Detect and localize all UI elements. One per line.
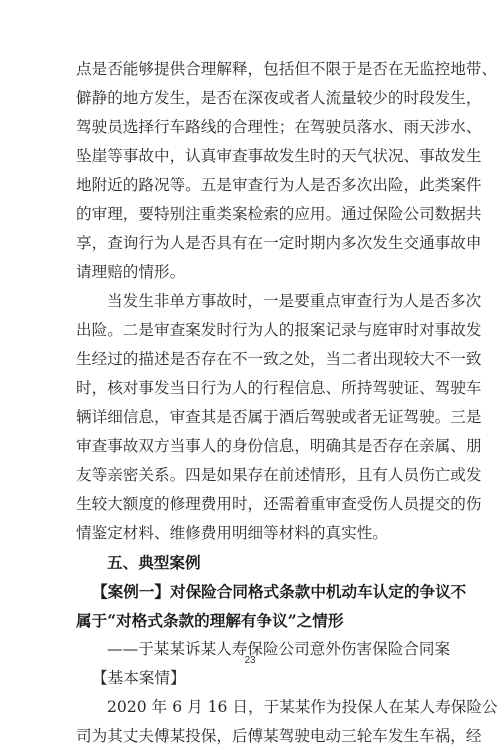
case-subtitle: ——于某某诉某人寿保险公司意外伤害保险合同案 bbox=[107, 640, 451, 658]
body-line: 出险。二是审查案发时行为人的报案记录与庭审时对事故发 bbox=[76, 321, 482, 339]
body-line: 情鉴定材料、维修费用明细等材料的真实性。 bbox=[76, 524, 388, 542]
body-line: 生较大额度的修理费用时，还需着重审查受伤人员提交的伤 bbox=[76, 495, 482, 513]
body-line: 地附近的路况等。五是审查行为人是否多次出险，此类案件 bbox=[76, 176, 482, 194]
body-line: 审查事故双方当事人的身份信息，明确其是否存在亲属、朋 bbox=[76, 437, 482, 455]
body-line: 生经过的描述是否存在不一致之处，当二者出现较大不一致 bbox=[76, 350, 482, 368]
case-title-line: 属于“对格式条款的理解有争议”之情形 bbox=[76, 611, 344, 630]
document-body bbox=[76, 55, 498, 751]
body-line: 当发生非单方事故时，一是要重点审查行为人是否多次 bbox=[107, 292, 482, 310]
body-line: 司为其丈夫傅某投保，后傅某驾驶电动三轮车发生车祸，经 bbox=[76, 727, 482, 745]
body-line: 点是否能够提供合理解释，包括但不限于是否在无监控地带、 bbox=[76, 60, 498, 78]
section-heading: 五、典型案例 bbox=[107, 553, 201, 572]
body-line: 僻静的地方发生，是否在深夜或者人流量较少的时段发生， bbox=[76, 89, 482, 107]
body-line: 请理赔的情形。 bbox=[76, 263, 186, 281]
body-line: 友等亲密关系。四是如果存在前述情形，且有人员伤亡或发 bbox=[76, 466, 482, 484]
body-line: 辆详细信息，审查其是否属于酒后驾驶或者无证驾驶。三是 bbox=[76, 408, 482, 426]
page-number: 23 bbox=[244, 655, 256, 666]
body-line: 2020 年 6 月 16 日，于某某作为投保人在某人寿保险公 bbox=[107, 698, 498, 716]
basic-facts-label: 【基本案情】 bbox=[92, 669, 186, 687]
body-line: 享，查询行为人是否具有在一定时期内多次发生交通事故申 bbox=[76, 234, 482, 252]
body-line: 坠崖等事故中，认真审查事故发生时的天气状况、事故发生 bbox=[76, 147, 482, 165]
body-line: 驾驶员选择行车路线的合理性；在驾驶员落水、雨天涉水、 bbox=[76, 118, 482, 136]
body-line: 的审理，要特别注重类案检索的应用。通过保险公司数据共 bbox=[76, 205, 482, 223]
body-line: 时，核对事发当日行为人的行程信息、所持驾驶证、驾驶车 bbox=[76, 379, 482, 397]
case-title-line: 【案例一】对保险合同格式条款中机动车认定的争议不 bbox=[92, 582, 467, 601]
